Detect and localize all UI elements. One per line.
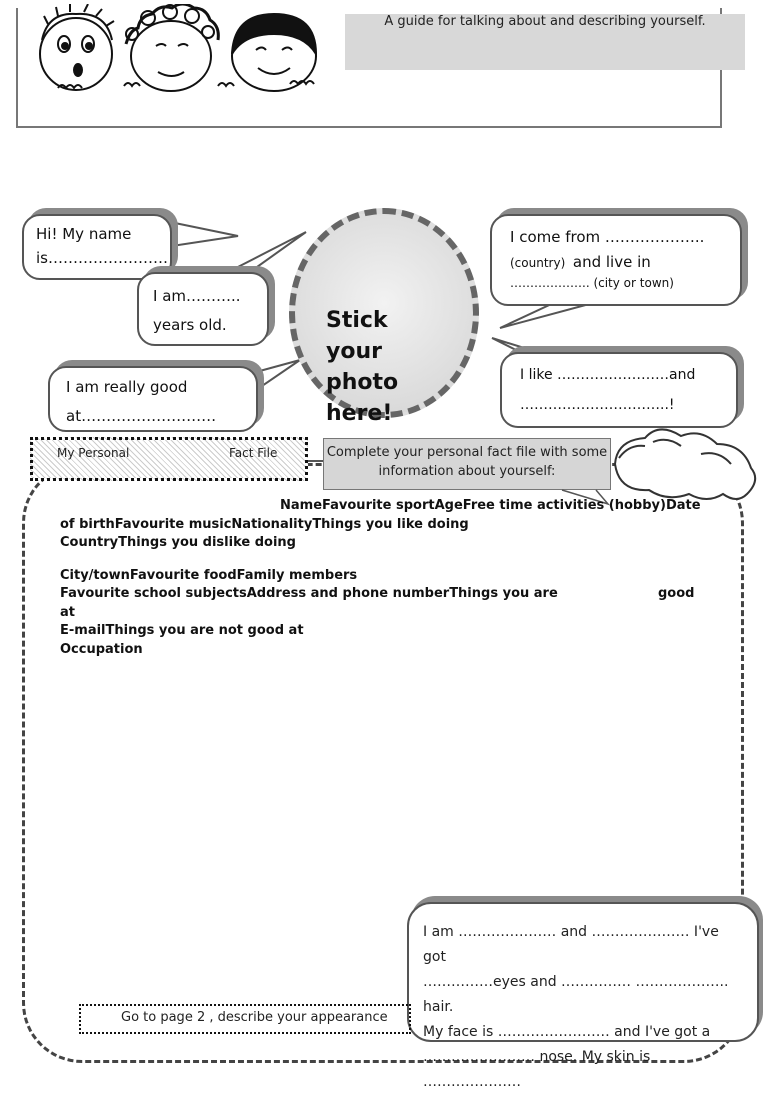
fields-line-5-tail: good: [658, 586, 695, 601]
fields-spacer: [60, 553, 710, 567]
fields-line-5: Favourite school subjectsAddress and phone numberThings you are: [60, 586, 558, 601]
come-from-line-2: [510, 250, 722, 275]
fields-line-1: NameFavourite sportAgeFree time activities (hobby)Date: [280, 498, 701, 513]
fields-line-3: CountryThings you dislike doing: [60, 535, 296, 550]
goto-text: Go to page 2 , describe your appearance: [121, 1010, 388, 1025]
appearance-bubble: [407, 902, 759, 1090]
good-at-bubble: [48, 366, 258, 432]
appearance-line-3: My face is …………………… and I've got a: [423, 1024, 711, 1040]
fields-line-4: City/townFavourite foodFamily members: [60, 567, 358, 583]
fact-tab-left: My Personal: [57, 446, 130, 460]
like-line-2: …………………………..!: [520, 397, 675, 413]
fields-line-5-row: [60, 585, 710, 604]
good-at-line-1: I am really good: [66, 378, 188, 396]
age-bubble: [137, 272, 269, 346]
country-hint: (country): [510, 256, 566, 270]
appearance-line-1: I am ………………… and ………………… I've got: [423, 924, 719, 965]
appearance-line-4: …………………… nose. My skin is …………………: [423, 1049, 651, 1090]
like-line-1: I like ……………………and: [520, 367, 696, 383]
good-at-line-2: at………………………: [66, 407, 217, 425]
goto-page-2-box: [79, 1004, 411, 1034]
age-line-1: I am………..: [153, 287, 241, 305]
name-bubble: [22, 214, 172, 280]
name-line-2: is……………………: [36, 249, 168, 267]
fact-fields: [60, 497, 710, 659]
guide-text: A guide for talking about and describing yourself.: [384, 14, 706, 29]
tab-connector: [308, 460, 324, 462]
city-line: ……………….. (city or town): [510, 276, 674, 290]
fields-line-7: E-mailThings you are not good at: [60, 623, 304, 638]
fields-line-2: of birthFavourite musicNationalityThings you like doing: [60, 516, 469, 532]
name-line-1: Hi! My name: [36, 225, 132, 243]
instruction-text: Complete your personal fact file with some information about yourself:: [326, 445, 608, 479]
fact-file-tab: [30, 437, 308, 481]
appearance-line-2: ……………eyes and …………… ……………….. hair.: [423, 974, 729, 1015]
fact-tab-right: Fact File: [229, 446, 278, 460]
come-from-line-1: I come from ………………..: [510, 228, 705, 246]
photo-label-text: Stick your photo here!: [326, 308, 399, 426]
age-line-2: years old.: [153, 316, 227, 334]
live-in-text: and live in: [572, 253, 651, 271]
fields-line-6: at: [60, 604, 75, 620]
photo-label: [326, 305, 416, 429]
come-from-bubble: [490, 214, 742, 306]
fields-line-8: Occupation: [60, 641, 143, 657]
like-bubble: [500, 352, 738, 428]
instruction-box: [323, 438, 611, 490]
cloud-decoration: [605, 428, 765, 508]
